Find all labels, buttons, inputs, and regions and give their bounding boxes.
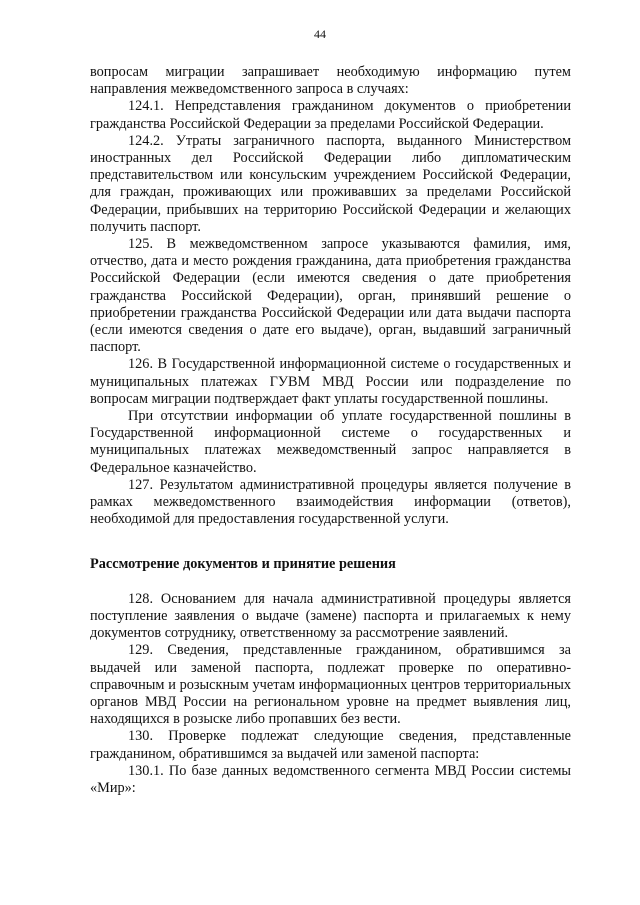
section-heading: Рассмотрение документов и принятие решения bbox=[90, 556, 396, 573]
paragraph: 129. Сведения, представленные гражданином, обратившимся за выдачей или заменой паспорта, подлежат проверке по оперативно-справочным и розыскным учетам информационных центров территориальных органов МВД России на региональном уровне на предмет выявления лиц, находящихся в розыске либо пропавших без вести. bbox=[90, 642, 571, 728]
document-body bbox=[90, 64, 571, 797]
paragraphs-after-heading bbox=[90, 591, 571, 797]
paragraphs-before-heading bbox=[90, 64, 571, 528]
paragraph: 130. Проверке подлежат следующие сведения, представленные гражданином, обратившимся за выдачей или заменой паспорта: bbox=[90, 728, 571, 762]
paragraph: 124.1. Непредставления гражданином документов о приобретении гражданства Российской Федерации за пределами Российской Федерации. bbox=[90, 98, 571, 132]
paragraph: При отсутствии информации об уплате государственной пошлины в Государственной информационной системе о государственных и муниципальных платежах межведомственный запрос направляется в Федеральное казначейство. bbox=[90, 408, 571, 476]
paragraph: 130.1. По базе данных ведомственного сегмента МВД России системы «Мир»: bbox=[90, 762, 571, 796]
paragraph: вопросам миграции запрашивает необходимую информацию путем направления межведомственного запроса в случаях: bbox=[90, 64, 571, 98]
paragraph: 126. В Государственной информационной системе о государственных и муниципальных платежах ГУВМ МВД России или подразделение по вопросам миграции подтверждает факт уплаты государственной пошлины. bbox=[90, 356, 571, 407]
page-number: 44 bbox=[314, 27, 326, 41]
paragraph: 128. Основанием для начала административной процедуры является поступление заявления о выдаче (замене) паспорта и прилагаемых к нему документов сотруднику, ответственному за рассмотрение заявлений. bbox=[90, 590, 571, 642]
paragraph: 125. В межведомственном запросе указываются фамилия, имя, отчество, дата и место рождения гражданина, дата приобретения гражданства Российской Федерации (если имеются сведения о дате приобретения гражданства Российской Федерации), орган, принявший решение о приобретении гражданства Российской Федерации или дата выдачи паспорта (если имеются сведения о дате его выдаче), орган, выдавший заграничный паспорт. bbox=[90, 236, 571, 356]
paragraph: 127. Результатом административной процедуры является получение в рамках межведомственного взаимодействия информации (ответов), необходимой для предоставления государственной услуги. bbox=[90, 476, 571, 528]
paragraph: 124.2. Утраты заграничного паспорта, выданного Министерством иностранных дел Российской Федерации либо дипломатическим представительством или консульским учреждением Российской Федерации, для граждан, проживающих или проживавших за пределами Российской Федерации, прибывших на территорию Российской Федерации и желающих получить паспорт. bbox=[90, 132, 571, 235]
